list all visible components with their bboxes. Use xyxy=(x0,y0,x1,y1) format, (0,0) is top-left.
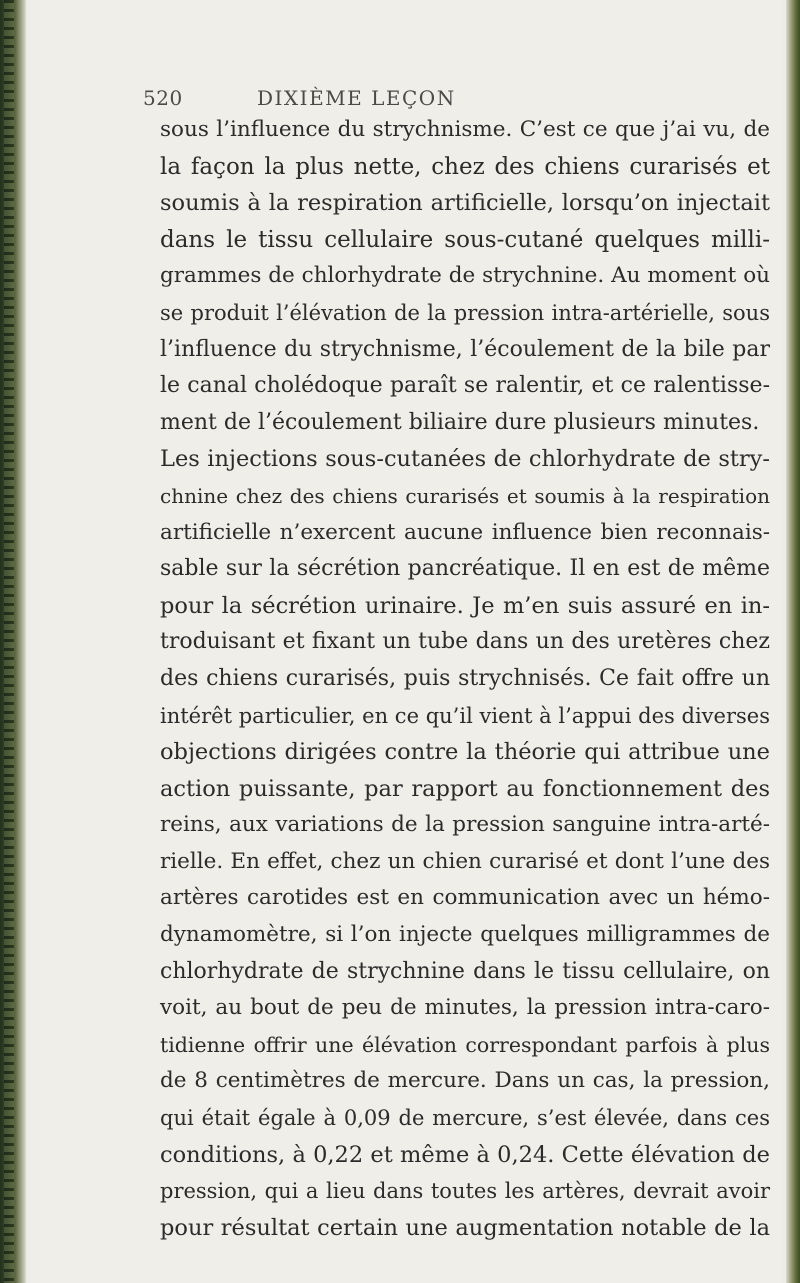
text-line: le canal cholédoque paraît se ralentir, et ce ralentisse- xyxy=(160,373,770,399)
text-line: pression, qui a lieu dans toutes les artères, devrait avoir xyxy=(160,1179,770,1204)
text-line: grammes de chlorhydrate de strychnine. Au moment où xyxy=(160,263,770,289)
text-line: des chiens curarisés, puis strychnisés. Ce fait offre un xyxy=(160,665,770,691)
text-line: qui était égale à 0,09 de mercure, s’est élevée, dans ces xyxy=(160,1106,770,1131)
text-line: tidienne offrir une élévation correspondant parfois à plus xyxy=(160,1032,770,1057)
text-line: action puissante, par rapport au fonctionnement des xyxy=(160,775,770,802)
text-line: de 8 centimètres de mercure. Dans un cas, la pression, xyxy=(160,1068,770,1094)
text-line: dynamomètre, si l’on injecte quelques milligrammes de xyxy=(160,922,770,948)
text-line: chlorhydrate de strychnine dans le tissu cellulaire, on xyxy=(160,958,770,984)
text-line: voit, au bout de peu de minutes, la pression intra-caro- xyxy=(160,995,770,1021)
text-line: soumis à la respiration artificielle, lorsqu’on injectait xyxy=(160,190,770,217)
book-binding-left xyxy=(0,0,26,1283)
text-line: l’influence du strychnisme, l’écoulement de la bile par xyxy=(160,336,770,362)
text-line: objections dirigées contre la théorie qui attribue une xyxy=(160,739,770,766)
text-line: artificielle n’exercent aucune influence bien reconnais- xyxy=(160,519,770,545)
text-line: Les injections sous-cutanées de chlorhydrate de stry- xyxy=(160,446,770,473)
body-text xyxy=(160,112,770,1246)
text-line: la façon la plus nette, chez des chiens curarisés et xyxy=(160,153,770,180)
text-line: troduisant et fixant un tube dans un des uretères chez xyxy=(160,629,770,655)
text-line: sous l’influence du strychnisme. C’est ce que j’ai vu, de xyxy=(160,117,770,142)
text-line: ment de l’écoulement biliaire dure plusieurs minutes. xyxy=(160,409,760,435)
running-head xyxy=(0,86,800,112)
text-line: rielle. En effet, chez un chien curarisé et dont l’une des xyxy=(160,848,770,874)
text-line: pour résultat certain une augmentation notable de la xyxy=(160,1214,770,1241)
text-line: artères carotides est en communication avec un hémo- xyxy=(160,885,770,911)
text-line: se produit l’élévation de la pression intra-artérielle, sous xyxy=(160,300,770,325)
text-line: chnine chez des chiens curarisés et soumis à la respiration xyxy=(160,483,770,508)
page-number: 520 xyxy=(143,86,183,110)
text-line: intérêt particulier, en ce qu’il vient à l’appui des diverses xyxy=(160,703,770,728)
text-line: pour la sécrétion urinaire. Je m’en suis assuré en in- xyxy=(160,592,770,619)
running-title: DIXIÈME LEÇON xyxy=(257,86,456,110)
text-line: reins, aux variations de la pression sanguine intra-arté- xyxy=(160,812,770,838)
text-line: dans le tissu cellulaire sous-cutané quelques milli- xyxy=(160,226,770,253)
book-binding-right xyxy=(786,0,800,1283)
text-line: conditions, à 0,22 et même à 0,24. Cette élévation de xyxy=(160,1141,770,1168)
text-line: sable sur la sécrétion pancréatique. Il en est de même xyxy=(160,556,770,582)
